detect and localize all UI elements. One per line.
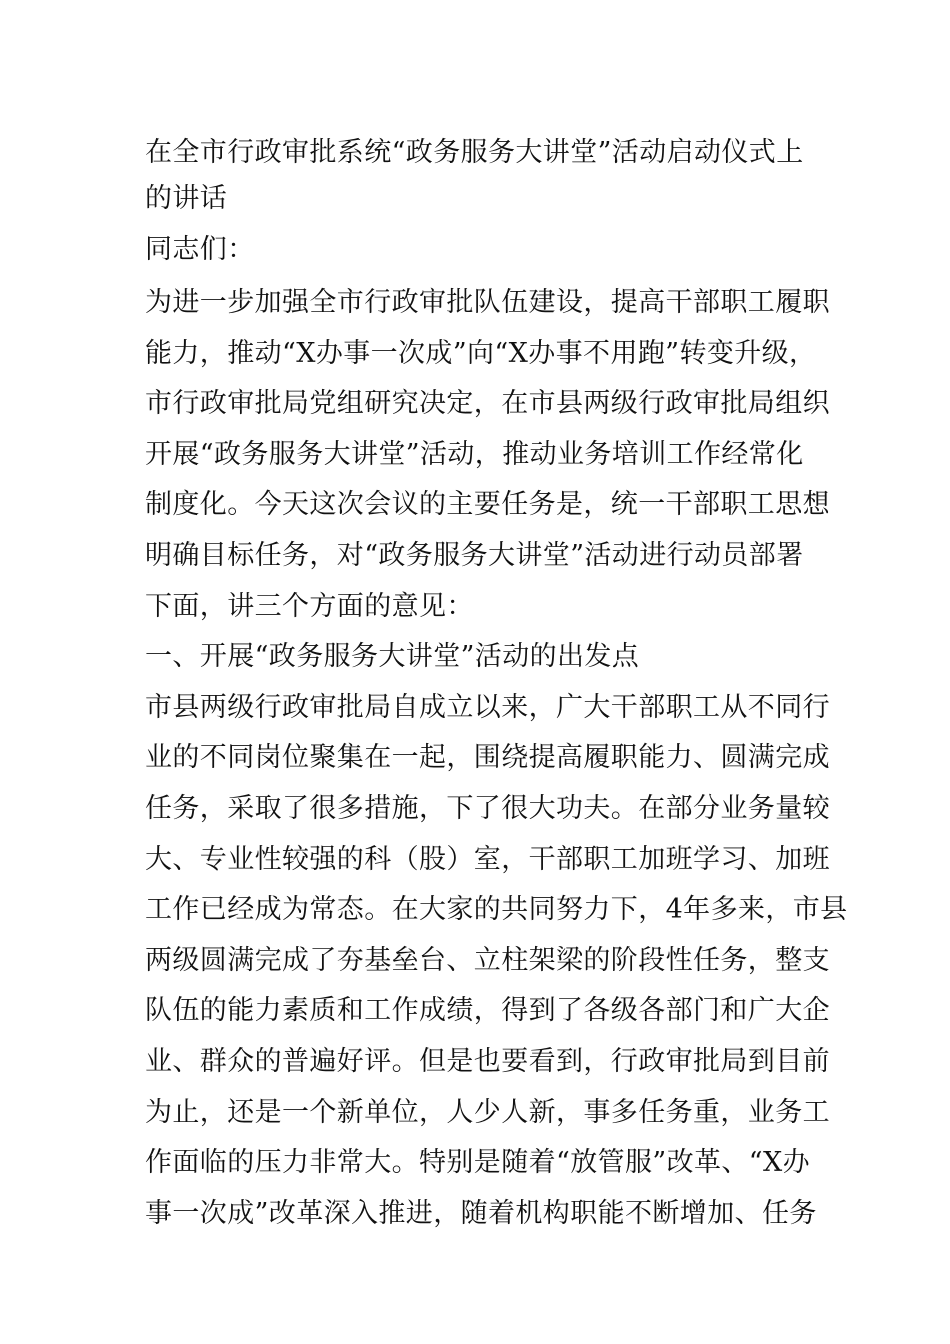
- salutation-line: 同志们：: [145, 234, 255, 265]
- body-line: 明确目标任务，对“政务服务大讲堂”活动进行动员部署: [145, 539, 804, 571]
- body-line: 开展“政务服务大讲堂”活动，推动业务培训工作经常化: [145, 438, 804, 470]
- body-line: 大、专业性较强的科（股）室，干部职工加班学习、加班: [145, 843, 830, 875]
- title-line: 的讲话: [145, 183, 228, 214]
- body-line: 下面，讲三个方面的意见：: [145, 590, 474, 622]
- body-line: 为进一步加强全市行政审批队伍建设，提高干部职工履职: [145, 287, 830, 318]
- body-line: 队伍的能力素质和工作成绩，得到了各级各部门和广大企: [145, 995, 830, 1027]
- body-line: 市行政审批局党组研究决定，在市县两级行政审批局组织: [145, 388, 830, 420]
- body-line: 制度化。今天这次会议的主要任务是，统一干部职工思想: [145, 489, 830, 521]
- salutation: [145, 222, 810, 278]
- body-line: 作面临的压力非常大。特别是随着“放管服”改革、“X办: [145, 1147, 811, 1179]
- body-line: 业的不同岗位聚集在一起，围绕提高履职能力、圆满完成: [145, 742, 830, 774]
- body-line: 事一次成”改革深入推进，随着机构职能不断增加、任务: [145, 1197, 817, 1229]
- speech-body: [145, 278, 848, 1239]
- body-line: 业、群众的普遍好评。但是也要看到，行政审批局到目前: [145, 1045, 830, 1077]
- body-line: 市县两级行政审批局自成立以来，广大干部职工从不同行: [145, 691, 830, 723]
- document-text: [145, 130, 848, 1239]
- body-line: 为止，还是一个新单位，人少人新，事多任务重，业务工: [145, 1096, 830, 1128]
- body-line: 能力，推动“X办事一次成”向“X办事不用跑”转变升级，: [145, 337, 817, 369]
- body-line: 工作已经成为常态。在大家的共同努力下，4年多来，市县: [145, 894, 848, 926]
- body-line: 两级圆满完成了夯基垒台、立柱架梁的阶段性任务，整支: [145, 944, 830, 976]
- body-line: 任务，采取了很多措施，下了很大功夫。在部分业务量较: [145, 792, 830, 824]
- speech-title: [145, 130, 810, 222]
- section-heading: 一、开展“政务服务大讲堂”活动的出发点: [145, 641, 640, 673]
- title-line: 在全市行政审批系统“政务服务大讲堂”活动启动仪式上: [145, 137, 804, 168]
